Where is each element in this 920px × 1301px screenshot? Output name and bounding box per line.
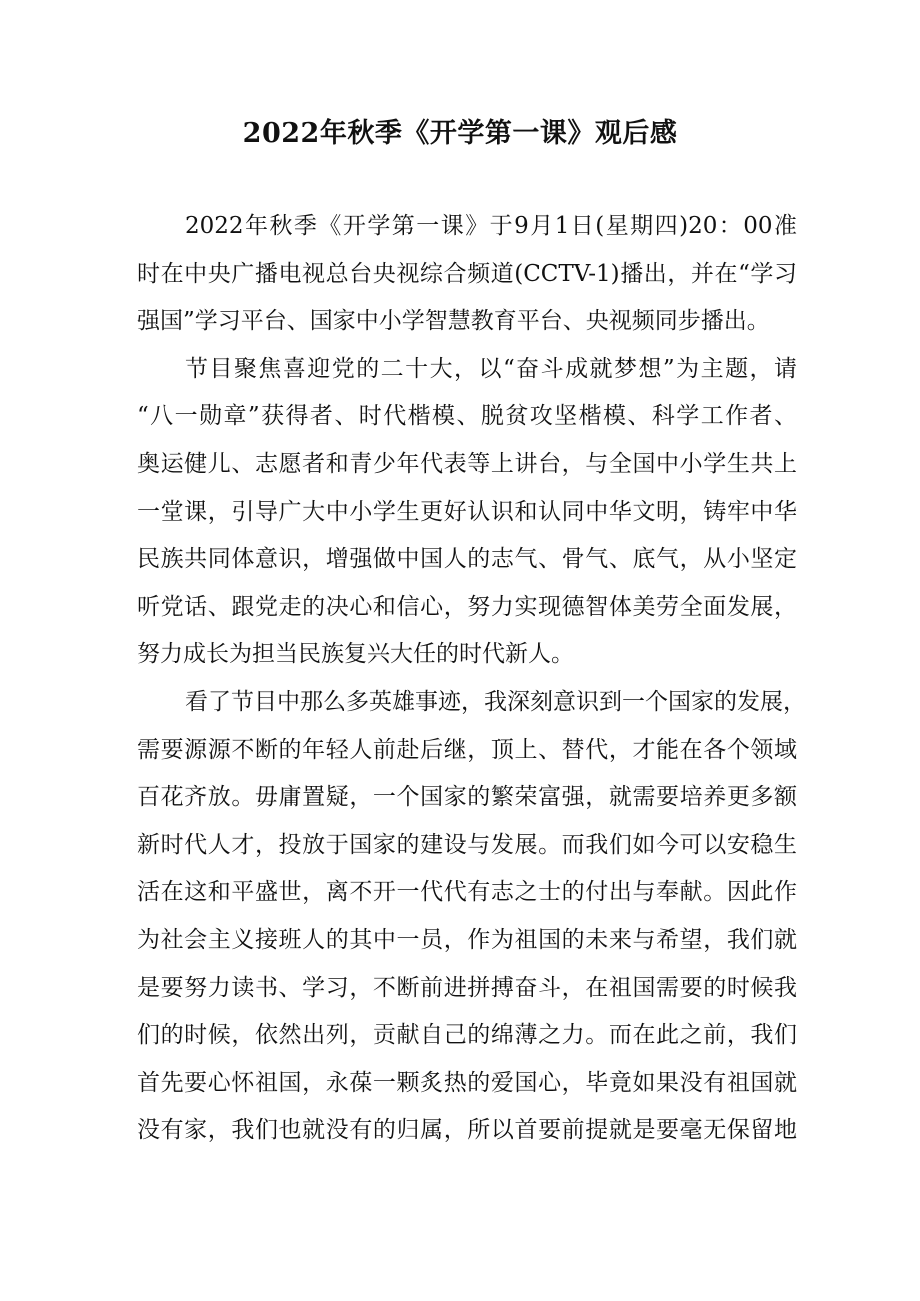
text-line: 看了节目中那么多英雄事迹，我深刻意识到一个国家的发展， — [185, 688, 806, 715]
text-line: 2022年秋季《开学第一课》于9月1日(星期四)20：00准 — [185, 213, 797, 239]
text-line: 是要努力读书、学习，不断前进拼搏奋斗，在祖国需要的时候我 — [137, 974, 797, 1001]
text-line: 为社会主义接班人的其中一员，作为祖国的未来与希望，我们就 — [137, 926, 797, 953]
text-line: 百花齐放。毋庸置疑，一个国家的繁荣富强，就需要培养更多额 — [137, 784, 797, 811]
text-line: 们的时候，依然出列，贡献自己的绵薄之力。而在此之前，我们 — [137, 1022, 797, 1049]
document-body — [137, 203, 806, 1155]
text-line: 时在中央广播电视总台央视综合频道(CCTV-1)播出，并在“学习 — [137, 260, 797, 287]
paragraph-2 — [137, 346, 797, 679]
text-line: 努力成长为担当民族复兴大任的时代新人。 — [137, 641, 574, 668]
text-line: 新时代人才，投放于国家的建设与发展。而我们如今可以安稳生 — [137, 831, 797, 858]
text-line: 一堂课，引导广大中小学生更好认识和认同中华文明，铸牢中华 — [137, 498, 797, 525]
text-line: 首先要心怀祖国，永葆一颗炙热的爱国心，毕竟如果没有祖国就 — [137, 1069, 797, 1096]
paragraph-3 — [137, 679, 806, 1155]
text-line: 没有家，我们也就没有的归属，所以首要前提就是要毫无保留地 — [137, 1117, 797, 1144]
text-line: 听党话、跟党走的决心和信心，努力实现德智体美劳全面发展， — [137, 593, 797, 620]
text-line: 民族共同体意识，增强做中国人的志气、骨气、底气，从小坚定 — [137, 546, 797, 573]
text-line: 需要源源不断的年轻人前赴后继，顶上、替代，才能在各个领域 — [137, 736, 797, 763]
text-line: 活在这和平盛世，离不开一代代有志之士的付出与奉献。因此作 — [137, 879, 797, 906]
paragraph-1 — [137, 203, 797, 346]
document-title: 2022年秋季《开学第一课》观后感 — [242, 118, 678, 149]
text-line: 节目聚焦喜迎党的二十大，以“奋斗成就梦想”为主题，请 — [185, 355, 797, 382]
text-line: 奥运健儿、志愿者和青少年代表等上讲台，与全国中小学生共上 — [137, 450, 797, 477]
text-line: 强国”学习平台、国家中小学智慧教育平台、央视频同步播出。 — [137, 308, 770, 335]
text-line: “八一勋章”获得者、时代楷模、脱贫攻坚楷模、科学工作者、 — [137, 403, 797, 430]
